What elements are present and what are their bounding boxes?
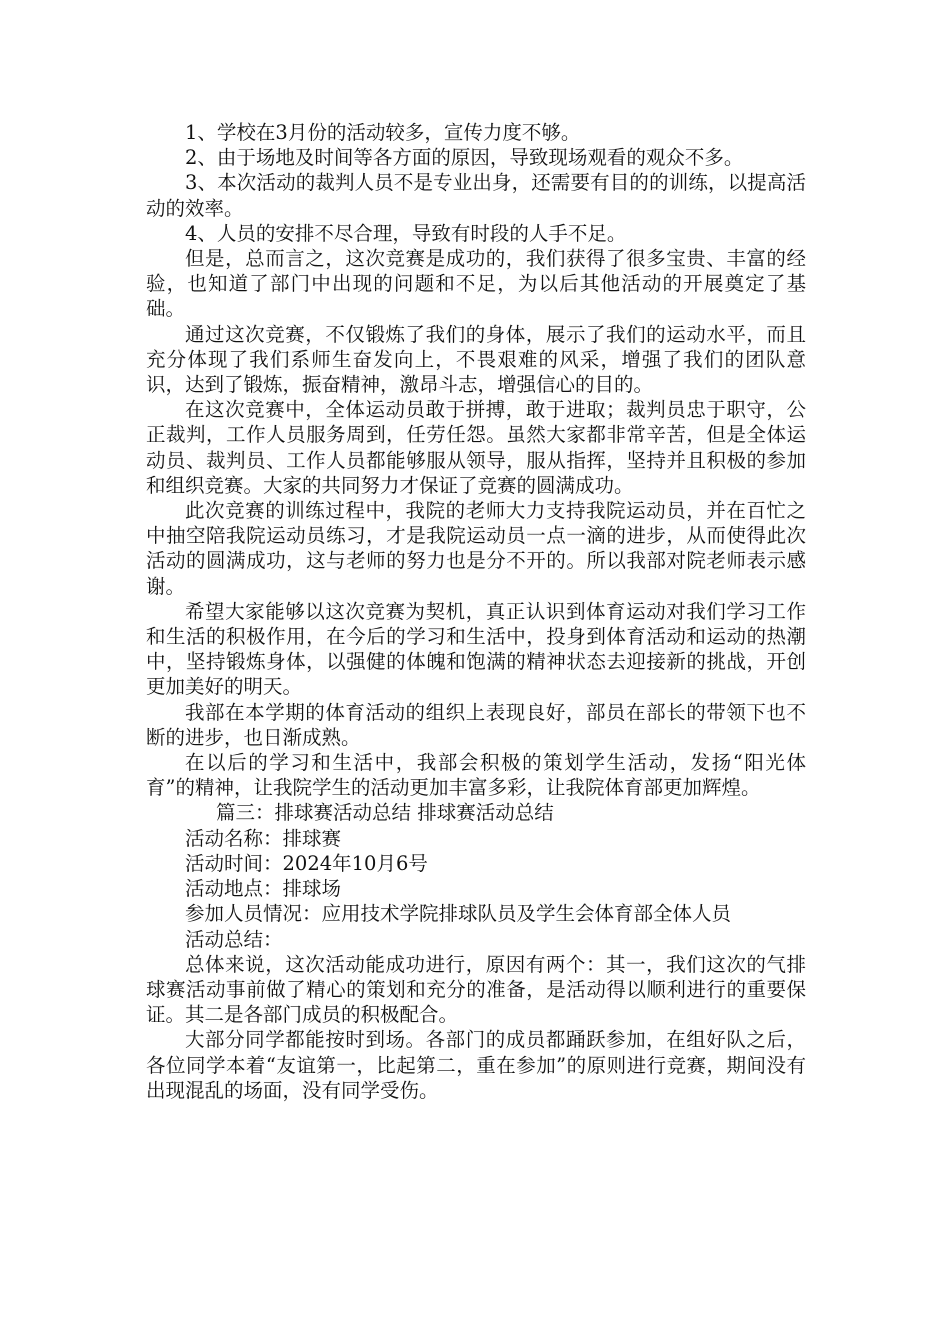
problem-item-4: 4、人员的安排不尽合理，导致有时段的人手不足。 bbox=[185, 221, 627, 245]
summary-paragraph-2: 大部分同学都能按时到场。各部门的成员都踊跃参加，在组好队之后，各位同学本着“友谊第一，比起第二，重在参加”的原则进行竞赛，期间没有出现混乱的场面，没有同学受伤。 bbox=[146, 1028, 806, 1102]
document-page bbox=[146, 120, 806, 1103]
athletes-paragraph: 在这次竞赛中，全体运动员敢于拼搏，敢于进取；裁判员忠于职守，公正裁判，工作人员服务周到，任劳任怨。虽然大家都非常辛苦，但是全体运动员、裁判员、工作人员都能够服从领导，服从指挥，坚持并且积极的参加和组织竞赛。大家的共同努力才保证了竞赛的圆满成功。 bbox=[146, 398, 806, 497]
activity-name: 活动名称：排球赛 bbox=[185, 826, 342, 850]
conclusion-paragraph: 但是，总而言之，这次竞赛是成功的，我们获得了很多宝贵、丰富的经验，也知道了部门中出现的问题和不足，为以后其他活动的开展奠定了基础。 bbox=[146, 247, 806, 321]
department-paragraph: 我部在本学期的体育活动的组织上表现良好，部员在部长的带领下也不断的进步，也日渐成熟。 bbox=[146, 700, 806, 749]
hope-paragraph: 希望大家能够以这次竞赛为契机，真正认识到体育运动对我们学习工作和生活的积极作用，在今后的学习和生活中，投身到体育活动和运动的热潮中，坚持锻炼身体，以强健的体魄和饱满的精神状态去迎接新的挑战，开创更加美好的明天。 bbox=[146, 599, 806, 699]
future-paragraph: 在以后的学习和生活中，我部会积极的策划学生活动，发扬“阳光体育”的精神，让我院学生的活动更加丰富多彩，让我院体育部更加辉煌。 bbox=[146, 751, 806, 800]
problem-item-2: 2、由于场地及时间等各方面的原因，导致现场观看的观众不多。 bbox=[185, 146, 744, 170]
section-heading: 篇三：排球赛活动总结 排球赛活动总结 bbox=[216, 801, 554, 825]
problem-item-3: 3、本次活动的裁判人员不是专业出身，还需要有目的的训练，以提高活动的效率。 bbox=[146, 171, 806, 220]
summary-paragraph-1: 总体来说，这次活动能成功进行，原因有两个：其一，我们这次的气排球赛活动事前做了精心的策划和充分的准备，是活动得以顺利进行的重要保证。其二是各部门成员的积极配合。 bbox=[146, 952, 806, 1027]
problem-item-1: 1、学校在3月份的活动较多，宣传力度不够。 bbox=[185, 121, 581, 144]
summary-label: 活动总结： bbox=[185, 927, 283, 951]
teachers-thanks-paragraph: 此次竞赛的训练过程中，我院的老师大力支持我院运动员，并在百忙之中抽空陪我院运动员练习，才是我院运动员一点一滴的进步，从而使得此次活动的圆满成功，这与老师的努力也是分不开的。所以我部对院老师表示感谢。 bbox=[146, 499, 806, 598]
benefit-paragraph: 通过这次竞赛，不仅锻炼了我们的身体，展示了我们的运动水平，而且充分体现了我们系师生奋发向上，不畏艰难的风采，增强了我们的团队意识，达到了锻炼，振奋精神，激昂斗志，增强信心的目的。 bbox=[146, 322, 806, 397]
participants: 参加人员情况：应用技术学院排球队员及学生会体育部全体人员 bbox=[185, 902, 732, 926]
activity-time: 活动时间：2024年10月6号 bbox=[185, 851, 428, 875]
activity-place: 活动地点：排球场 bbox=[185, 877, 342, 901]
